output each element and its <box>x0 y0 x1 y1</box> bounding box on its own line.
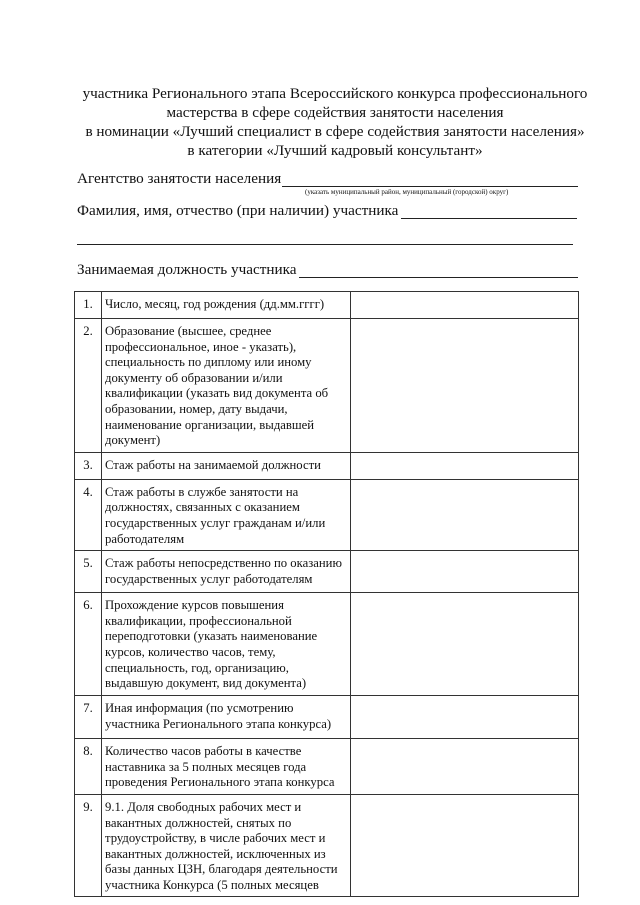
table-row <box>75 593 579 696</box>
table-row <box>75 551 579 593</box>
row-value-cell[interactable] <box>351 551 579 593</box>
position-label: Занимаемая должность участника <box>77 261 297 278</box>
row-label: Стаж работы на занимаемой должности <box>102 452 351 479</box>
title-line: в номинации «Лучший специалист в сфере содействия занятости населения» <box>85 123 585 140</box>
title-line: участника Регионального этапа Всероссийского конкурса профессионального <box>82 85 588 102</box>
row-label: Стаж работы непосредственно по оказанию государственных услуг работодателям <box>102 551 351 593</box>
row-value-cell[interactable] <box>351 479 579 550</box>
name-field[interactable] <box>401 218 577 219</box>
row-label: 9.1. Доля свободных рабочих мест и вакантных должностей, снятых по трудоустройству, в числе рабочих мест и вакантных должностей, исключенных из базы данных ЦЗН, благодаря деятельности участника Конкурса (5 полных месяцев <box>102 794 351 897</box>
row-label: Количество часов работы в качестве наставника за 5 полных месяцев года проведения Регионального этапа конкурса <box>102 739 351 795</box>
table-row <box>75 739 579 795</box>
row-value-cell[interactable] <box>351 794 579 897</box>
row-number: 3. <box>75 452 102 479</box>
participant-info-table <box>74 291 579 897</box>
agency-hint: (указать муниципальный район, муниципальный (городской) округ) <box>305 188 509 196</box>
row-label: Прохождение курсов повышения квалификации, профессиональной переподготовки (указать наименование курсов, количество часов, тему, специальность, год, организацию, выдавшую документ, вид документа) <box>102 593 351 696</box>
row-value-cell[interactable] <box>351 739 579 795</box>
row-number: 1. <box>75 292 102 319</box>
row-value-cell[interactable] <box>351 696 579 739</box>
row-number: 2. <box>75 319 102 453</box>
row-number: 4. <box>75 479 102 550</box>
table-row <box>75 319 579 453</box>
agency-field[interactable] <box>282 186 578 187</box>
title-line: в категории «Лучший кадровый консультант» <box>187 142 483 159</box>
table-row <box>75 292 579 319</box>
row-label: Образование (высшее, среднее профессиональное, иное - указать), специальность по диплому или иному документу об образовании и/или квалификации (указать вид документа об образовании, номер, дату выдачи, наименование организации, выдавшей документ) <box>102 319 351 453</box>
title-line: мастерства в сфере содействия занятости населения <box>166 104 504 121</box>
row-value-cell[interactable] <box>351 452 579 479</box>
row-value-cell[interactable] <box>351 319 579 453</box>
table-row <box>75 696 579 739</box>
row-number: 5. <box>75 551 102 593</box>
row-number: 7. <box>75 696 102 739</box>
name-label: Фамилия, имя, отчество (при наличии) участника <box>77 202 399 219</box>
row-number: 6. <box>75 593 102 696</box>
name-field-continuation[interactable] <box>77 244 573 245</box>
table-row <box>75 794 579 897</box>
row-value-cell[interactable] <box>351 593 579 696</box>
table-row <box>75 452 579 479</box>
row-label: Число, месяц, год рождения (дд.мм.гггг) <box>102 292 351 319</box>
row-number: 8. <box>75 739 102 795</box>
form-title <box>70 84 600 160</box>
row-number: 9. <box>75 794 102 897</box>
agency-label: Агентство занятости населения <box>77 170 282 187</box>
row-value-cell[interactable] <box>351 292 579 319</box>
row-label: Иная информация (по усмотрению участника Регионального этапа конкурса) <box>102 696 351 739</box>
row-label: Стаж работы в службе занятости на должностях, связанных с оказанием государственных услуг гражданам и/или работодателям <box>102 479 351 550</box>
table-row <box>75 479 579 550</box>
position-field[interactable] <box>299 277 578 278</box>
